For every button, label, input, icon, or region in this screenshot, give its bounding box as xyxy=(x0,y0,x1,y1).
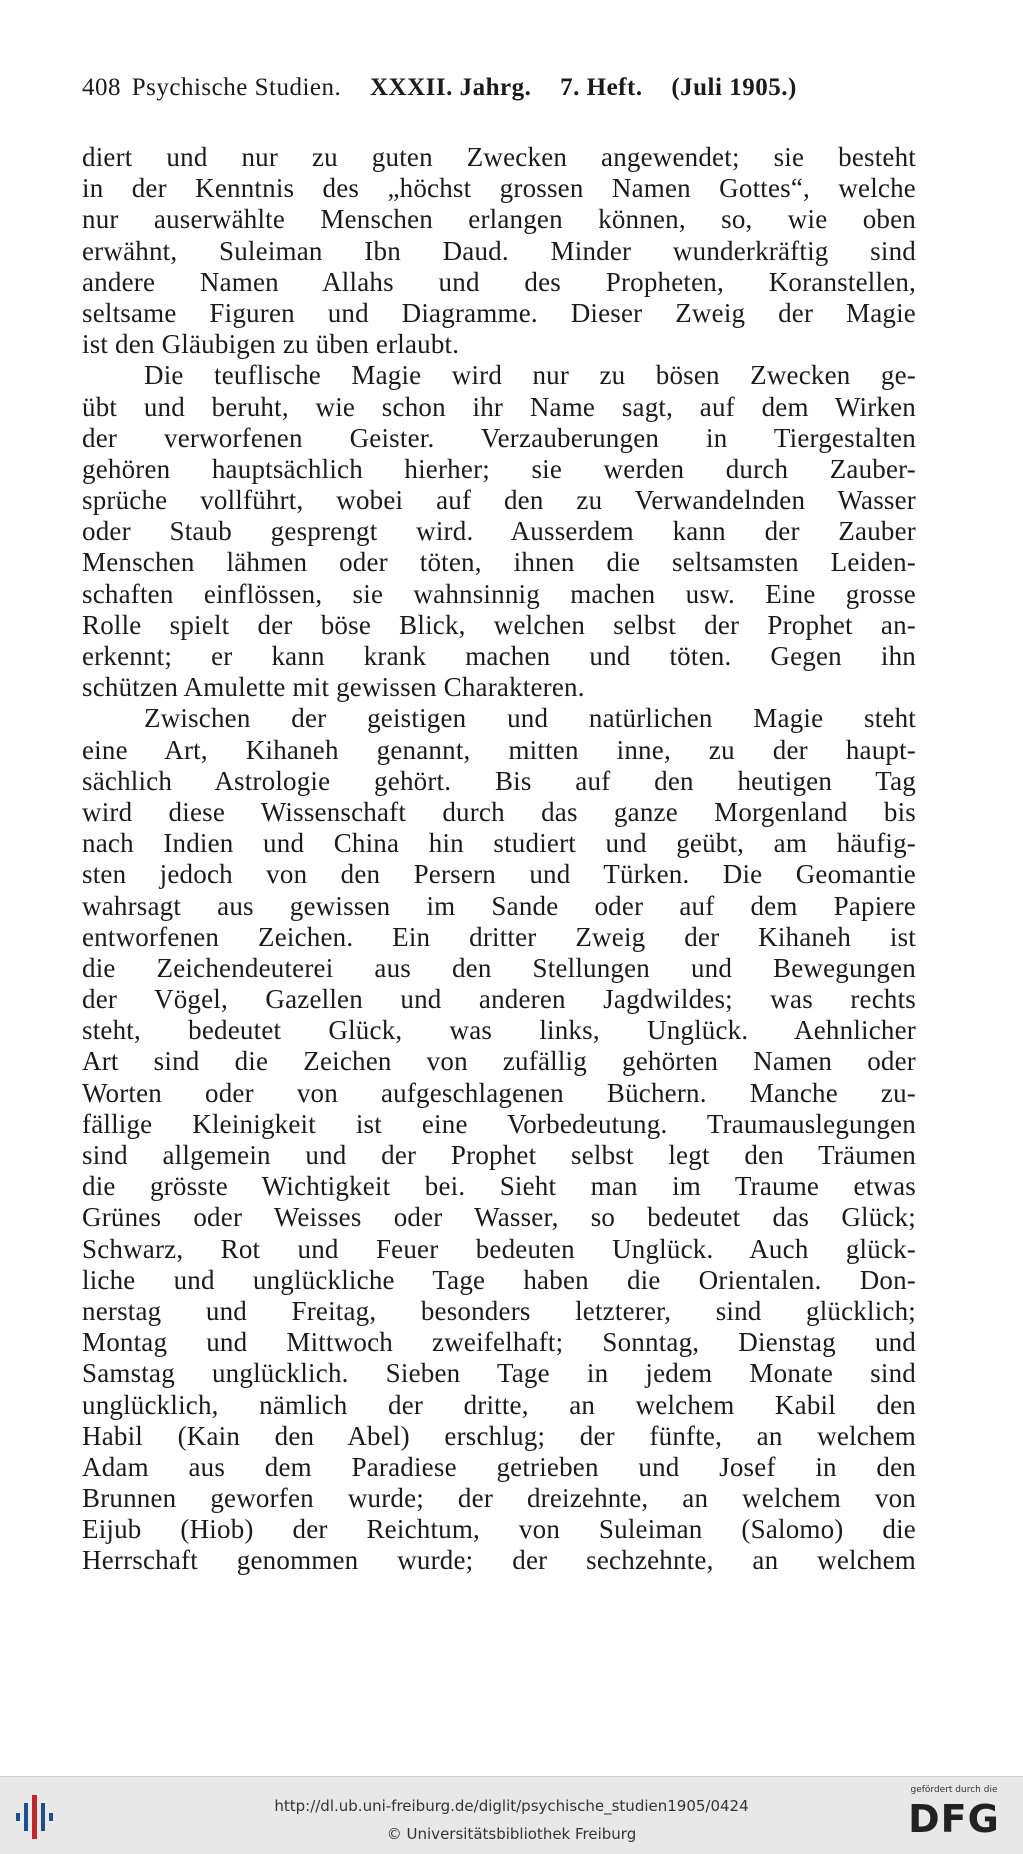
dfg-funding-note: gefördert durch die xyxy=(910,1785,998,1795)
text-line: Herrschaft genommen wurde; der sechzehnte, an welchem xyxy=(82,1545,916,1576)
text-line: unglücklich, nämlich der dritte, an welchem Kabil den xyxy=(82,1389,916,1420)
text-line: die grösste Wichtigkeit bei. Sieht man im Traume etwas xyxy=(82,1171,916,1202)
text-line: Zwischen der geistigen und natürlichen Magie steht xyxy=(144,703,916,734)
text-line: liche und unglückliche Tage haben die Orientalen. Don- xyxy=(82,1264,916,1295)
text-line: gehören hauptsächlich hierher; sie werden durch Zauber- xyxy=(82,453,916,484)
text-line: andere Namen Allahs und des Propheten, Koranstellen, xyxy=(82,266,916,297)
text-line: Worten oder von aufgeschlagenen Büchern. Manche zu- xyxy=(82,1077,916,1108)
text-line: schützen Amulette mit gewissen Charakteren. xyxy=(82,672,585,703)
journal-title: Psychische Studien. xyxy=(131,74,342,101)
running-head xyxy=(82,74,942,102)
text-line: übt und beruht, wie schon ihr Name sagt, auf dem Wirken xyxy=(82,391,916,422)
text-line: wird diese Wissenschaft durch das ganze Morgenland bis xyxy=(82,796,916,827)
viewer-footer xyxy=(0,1776,1023,1854)
page-number: 408 xyxy=(82,74,121,101)
dfg-badge xyxy=(899,1785,1009,1841)
text-line: nerstag und Freitag, besonders letzterer, sind glücklich; xyxy=(82,1295,916,1326)
text-line: Die teuflische Magie wird nur zu bösen Zwecken ge- xyxy=(144,360,916,391)
text-line: Samstag unglücklich. Sieben Tage in jedem Monate sind xyxy=(82,1358,916,1389)
issue-date: (Juli 1905.) xyxy=(671,74,797,101)
issue-label: 7. Heft. xyxy=(560,74,643,101)
volume-label: XXXII. Jahrg. xyxy=(370,74,532,101)
copyright-notice: © Universitätsbibliothek Freiburg xyxy=(386,1825,637,1843)
text-line: Brunnen geworfen wurde; der dreizehnte, an welchem von xyxy=(82,1483,916,1514)
body-text xyxy=(82,142,916,1577)
text-line: Adam aus dem Paradiese getrieben und Josef in den xyxy=(82,1451,916,1482)
text-line: eine Art, Kihaneh genannt, mitten inne, zu der haupt- xyxy=(82,734,916,765)
permalink-url[interactable]: http://dl.ub.uni-freiburg.de/diglit/psychische_studien1905/0424 xyxy=(274,1797,749,1815)
text-line: in der Kenntnis des „höchst grossen Namen Gottes“, welche xyxy=(82,173,916,204)
text-line: Habil (Kain den Abel) erschlug; der fünfte, an welchem xyxy=(82,1420,916,1451)
text-line: erkennt; er kann krank machen und töten. Gegen ihn xyxy=(82,641,916,671)
text-line: fällige Kleinigkeit ist eine Vorbedeutung. Traumauslegungen xyxy=(82,1108,916,1139)
text-line: sprüche vollführt, wobei auf den zu Verwandelnden Wasser xyxy=(82,485,916,516)
text-line: sächlich Astrologie gehört. Bis auf den heutigen Tag xyxy=(82,765,916,796)
text-line: schaften einflössen, sie wahnsinnig machen usw. Eine grosse xyxy=(82,578,916,609)
text-line: Rolle spielt der böse Blick, welchen selbst der Prophet an- xyxy=(82,609,916,640)
text-line: Menschen lähmen oder töten, ihnen die seltsamsten Leiden- xyxy=(82,547,916,578)
text-line: seltsame Figuren und Diagramme. Dieser Zweig der Magie xyxy=(82,297,916,328)
text-line: die Zeichendeuterei aus den Stellungen und Bewegungen xyxy=(82,952,916,983)
text-line: sind allgemein und der Prophet selbst legt den Träumen xyxy=(82,1140,916,1170)
text-line: diert und nur zu guten Zwecken angewendet; sie besteht xyxy=(82,142,916,172)
text-line: Eijub (Hiob) der Reichtum, von Suleiman (Salomo) die xyxy=(82,1514,916,1545)
text-line: sten jedoch von den Persern und Türken. Die Geomantie xyxy=(82,859,916,890)
text-line: der Vögel, Gazellen und anderen Jagdwildes; was rechts xyxy=(82,984,916,1015)
text-line: Art sind die Zeichen von zufällig gehörten Namen oder xyxy=(82,1046,916,1077)
text-line: nur auserwählte Menschen erlangen können, so, wie oben xyxy=(82,204,916,235)
text-line: nach Indien und China hin studiert und geübt, am häufig- xyxy=(82,828,916,859)
text-line: oder Staub gesprengt wird. Ausserdem kann der Zauber xyxy=(82,516,916,547)
text-line: steht, bedeutet Glück, was links, Unglück. Aehnlicher xyxy=(82,1015,916,1046)
text-line: ist den Gläubigen zu üben erlaubt. xyxy=(82,329,460,360)
text-line: Schwarz, Rot und Feuer bedeuten Unglück. Auch glück- xyxy=(82,1233,916,1264)
text-line: Montag und Mittwoch zweifelhaft; Sonntag, Dienstag und xyxy=(82,1327,916,1358)
text-line: Grünes oder Weisses oder Wasser, so bedeutet das Glück; xyxy=(82,1202,916,1233)
text-line: erwähnt, Suleiman Ibn Daud. Minder wunderkräftig sind xyxy=(82,235,916,266)
text-line: entworfenen Zeichen. Ein dritter Zweig der Kihaneh ist xyxy=(82,921,916,952)
text-line: der verworfenen Geister. Verzauberungen in Tiergestalten xyxy=(82,422,916,453)
text-line: wahrsagt aus gewissen im Sande oder auf dem Papiere xyxy=(82,890,916,921)
dfg-logo: DFG xyxy=(908,1797,1000,1841)
